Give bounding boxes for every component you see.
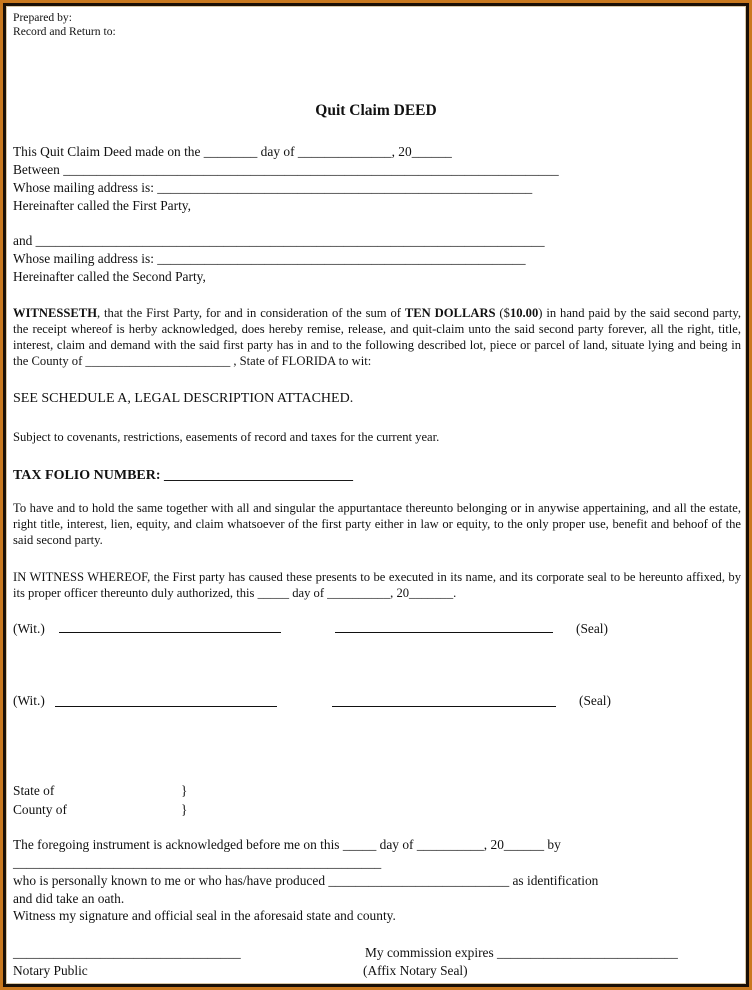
party-1-signature-line: [335, 632, 553, 633]
between-line: Between __________________________________________________________________________: [13, 162, 559, 177]
witness-2-label: (Wit.): [13, 693, 45, 708]
document-page: [6, 6, 746, 984]
notary-public-label: Notary Public: [13, 963, 88, 978]
state-of-label: State of: [13, 783, 55, 798]
county-brace: }: [181, 802, 188, 817]
commission-expires: My commission expires ___________________________: [365, 945, 678, 960]
county-of-label: County of: [13, 802, 67, 817]
oath-line: and did take an oath.: [13, 891, 125, 906]
prepared-by: Prepared by:: [13, 11, 72, 24]
and-line: and ____________________________________________________________________________: [13, 233, 545, 248]
record-return: Record and Return to:: [13, 25, 116, 38]
subject-to-line: Subject to covenants, restrictions, easements of record and taxes for the current year.: [13, 430, 440, 444]
amount-words: TEN DOLLARS: [404, 306, 496, 320]
habendum-paragraph: To have and to hold the same together with all and singular the appurtantace thereunto belonging or in anywise appertaining, and all the estate, right title, interest, lien, equity, and claim whatsoever of the first party either in law or equity, to the only proper use, benefit and behoof of the said second party.: [13, 501, 741, 547]
in-witness-paragraph: IN WITNESS WHEREOF, the First party has caused these presents to be executed in its name, and its corporate seal to be hereunto affixed, by its proper officer thereunto duly authorized, this _____ day of __________, 20_______.: [13, 570, 741, 600]
witness-1-label: (Wit.): [13, 621, 45, 636]
seal-1-label: (Seal): [576, 621, 608, 636]
made-on-line: This Quit Claim Deed made on the ________ day of ______________, 20______: [13, 144, 452, 159]
tax-folio-line: TAX FOLIO NUMBER: ___________________________: [13, 468, 354, 483]
affix-seal-label: (Affix Notary Seal): [363, 963, 468, 978]
first-party-address: Whose mailing address is: ________________________________________________________: [13, 180, 533, 195]
witness-signature-line: Witness my signature and official seal in the aforesaid state and county.: [13, 908, 396, 923]
second-party-label: Hereinafter called the Second Party,: [13, 269, 206, 284]
party-2-signature-line: [332, 706, 556, 707]
page-title: Quit Claim DEED: [315, 102, 437, 119]
schedule-line: SEE SCHEDULE A, LEGAL DESCRIPTION ATTACHED.: [13, 391, 354, 406]
seal-2-label: (Seal): [579, 693, 611, 708]
witness-2-signature-line: [55, 706, 277, 707]
first-party-label: Hereinafter called the First Party,: [13, 198, 191, 213]
identification-line: who is personally known to me or who has/have produced ___________________________ as identification: [13, 873, 599, 888]
second-party-address: Whose mailing address is: _______________________________________________________: [13, 251, 526, 266]
acknowledged-blank: _______________________________________________________: [13, 855, 382, 870]
witnesseth-heading: WITNESSETH: [13, 306, 97, 320]
witness-1-signature-line: [59, 632, 281, 633]
amount-value: 10.00: [509, 306, 539, 320]
notary-signature-blank: __________________________________: [13, 945, 241, 960]
state-brace: }: [181, 783, 188, 798]
witnesseth-paragraph: WITNESSETH, that the First Party, for and in consideration of the sum of TEN DOLLARS ($10.00) in hand paid by the said second party, the receipt whereof is herby acknowledged, does hereby remise, release, and quit-claim unto the said second party forever, all the right, title, interest, claim and demand with the said first party has in and to the following described lot, piece or parcel of land, situate lying and being in the County of _______________________ , State of FLORIDA to wit:: [13, 306, 741, 368]
acknowledged-line: The foregoing instrument is acknowledged before me on this _____ day of __________, 20______ by: [13, 837, 561, 852]
